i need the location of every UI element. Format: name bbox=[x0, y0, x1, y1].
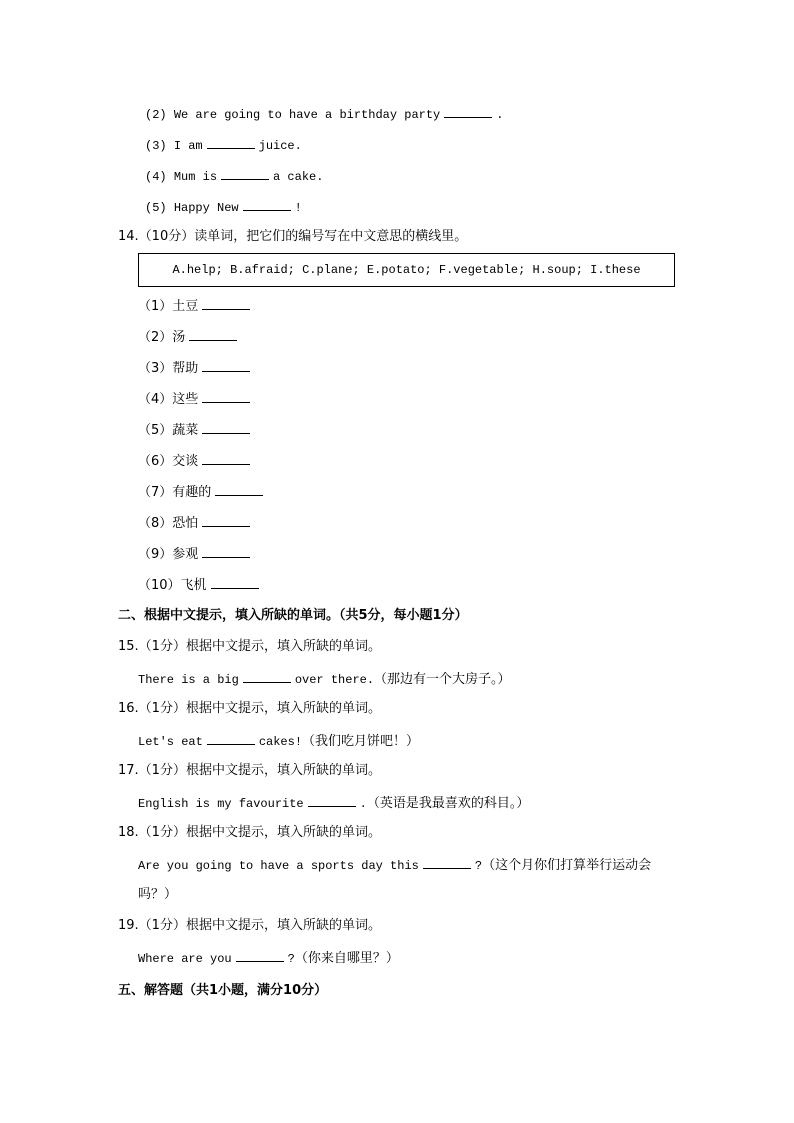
answer-blank[interactable] bbox=[236, 949, 284, 962]
answer-blank[interactable] bbox=[202, 390, 250, 403]
chinese-hint: （我们吃月饼吧！） bbox=[302, 734, 420, 749]
item-label: （5）蔬菜 bbox=[138, 423, 199, 438]
item-label: （7）有趣的 bbox=[138, 485, 212, 500]
sentence-end: ? bbox=[474, 859, 483, 873]
chinese-hint: （那边有一个大房子。） bbox=[374, 672, 511, 687]
question-title bbox=[118, 825, 381, 841]
q13-item bbox=[145, 105, 503, 123]
sentence-end: . bbox=[359, 797, 367, 811]
q13-item bbox=[145, 198, 302, 216]
answer-blank[interactable] bbox=[202, 421, 250, 434]
answer-blank[interactable] bbox=[243, 198, 291, 211]
answer-blank[interactable] bbox=[211, 576, 259, 589]
sentence-end: ? bbox=[287, 952, 295, 966]
answer-blank[interactable] bbox=[202, 452, 250, 465]
q14-item bbox=[138, 452, 254, 470]
answer-blank[interactable] bbox=[215, 483, 263, 496]
sentence-start: Where are you bbox=[138, 952, 232, 966]
item-label: （8）恐怕 bbox=[138, 516, 199, 531]
chinese-hint: 吗？） bbox=[138, 887, 178, 902]
q14-item bbox=[138, 545, 254, 563]
sentence-start: We are going to have a birthday party bbox=[173, 108, 441, 122]
sentence-start: Let's eat bbox=[138, 735, 203, 749]
item-number: (3) bbox=[145, 139, 167, 153]
question-title-text: 19.（1分）根据中文提示，填入所缺的单词。 bbox=[118, 918, 381, 933]
item-label: （6）交谈 bbox=[138, 454, 199, 469]
item-label: （2）汤 bbox=[138, 330, 186, 345]
question-title bbox=[118, 701, 381, 717]
chinese-hint: （英语是我最喜欢的科目。） bbox=[366, 796, 530, 811]
q14-item bbox=[138, 390, 254, 408]
section-heading bbox=[118, 983, 327, 999]
answer-blank[interactable] bbox=[202, 359, 250, 372]
sentence-start: There is a big bbox=[138, 673, 239, 687]
answer-blank[interactable] bbox=[221, 167, 269, 180]
item-number: (4) bbox=[145, 170, 167, 184]
question-title bbox=[118, 639, 381, 655]
sentence-end: a cake. bbox=[273, 170, 324, 184]
section-title: 二、根据中文提示，填入所缺的单词。（共5分，每小题1分） bbox=[118, 608, 468, 623]
question-sentence-cont bbox=[138, 887, 177, 903]
item-label: （4）这些 bbox=[138, 392, 199, 407]
question-sentence bbox=[138, 949, 399, 967]
answer-blank[interactable] bbox=[308, 794, 356, 807]
question-title bbox=[118, 763, 381, 779]
question-title: 14.（10分）读单词，把它们的编号写在中文意思的横线里。 bbox=[118, 229, 468, 244]
sentence-start: English is my favourite bbox=[138, 797, 304, 811]
question-sentence bbox=[138, 794, 529, 812]
item-label: （3）帮助 bbox=[138, 361, 199, 376]
section-title: 五、解答题（共1小题，满分10分） bbox=[118, 983, 328, 998]
item-label: （10）飞机 bbox=[138, 578, 207, 593]
answer-blank[interactable] bbox=[444, 105, 492, 118]
q14-item bbox=[138, 421, 254, 439]
answer-blank[interactable] bbox=[202, 297, 250, 310]
sentence-start: I am bbox=[173, 139, 203, 153]
question-title-text: 18.（1分）根据中文提示，填入所缺的单词。 bbox=[118, 825, 381, 840]
chinese-hint: （这个月你们打算举行运动会 bbox=[482, 858, 652, 873]
word-bank bbox=[138, 253, 675, 287]
question-sentence bbox=[138, 670, 511, 688]
question-sentence bbox=[138, 732, 419, 750]
word-bank-text: A.help; B.afraid; C.plane; E.potato; F.vegetable; H.soup; I.these bbox=[172, 263, 641, 277]
q14-item bbox=[138, 359, 254, 377]
q14-title bbox=[118, 229, 467, 245]
q14-item bbox=[138, 297, 254, 315]
q14-item bbox=[138, 514, 254, 532]
chinese-hint: （你来自哪里？） bbox=[294, 951, 399, 966]
q14-item bbox=[138, 576, 263, 594]
item-number: (2) bbox=[145, 108, 167, 122]
item-label: （1）土豆 bbox=[138, 299, 199, 314]
answer-blank[interactable] bbox=[423, 856, 471, 869]
sentence-start: Happy New bbox=[173, 201, 239, 215]
sentence-end: juice. bbox=[258, 139, 302, 153]
answer-blank[interactable] bbox=[207, 732, 255, 745]
q14-item bbox=[138, 483, 267, 501]
q13-item bbox=[145, 136, 302, 154]
answer-blank[interactable] bbox=[189, 328, 237, 341]
sentence-start: Mum is bbox=[173, 170, 218, 184]
answer-blank[interactable] bbox=[243, 670, 291, 683]
item-label: （9）参观 bbox=[138, 547, 199, 562]
answer-blank[interactable] bbox=[207, 136, 255, 149]
item-number: (5) bbox=[145, 201, 167, 215]
question-title-text: 15.（1分）根据中文提示，填入所缺的单词。 bbox=[118, 639, 381, 654]
question-title-text: 16.（1分）根据中文提示，填入所缺的单词。 bbox=[118, 701, 381, 716]
sentence-end: cakes! bbox=[258, 735, 303, 749]
sentence-start: Are you going to have a sports day this bbox=[138, 859, 419, 873]
answer-blank[interactable] bbox=[202, 545, 250, 558]
sentence-end: over there. bbox=[294, 673, 375, 687]
answer-blank[interactable] bbox=[202, 514, 250, 527]
question-title bbox=[118, 918, 381, 934]
q14-item bbox=[138, 328, 241, 346]
q13-item bbox=[145, 167, 323, 185]
sentence-end: . bbox=[496, 108, 504, 122]
question-sentence bbox=[138, 856, 651, 874]
section-heading bbox=[118, 608, 468, 624]
question-title-text: 17.（1分）根据中文提示，填入所缺的单词。 bbox=[118, 763, 381, 778]
sentence-end: ! bbox=[294, 201, 302, 215]
